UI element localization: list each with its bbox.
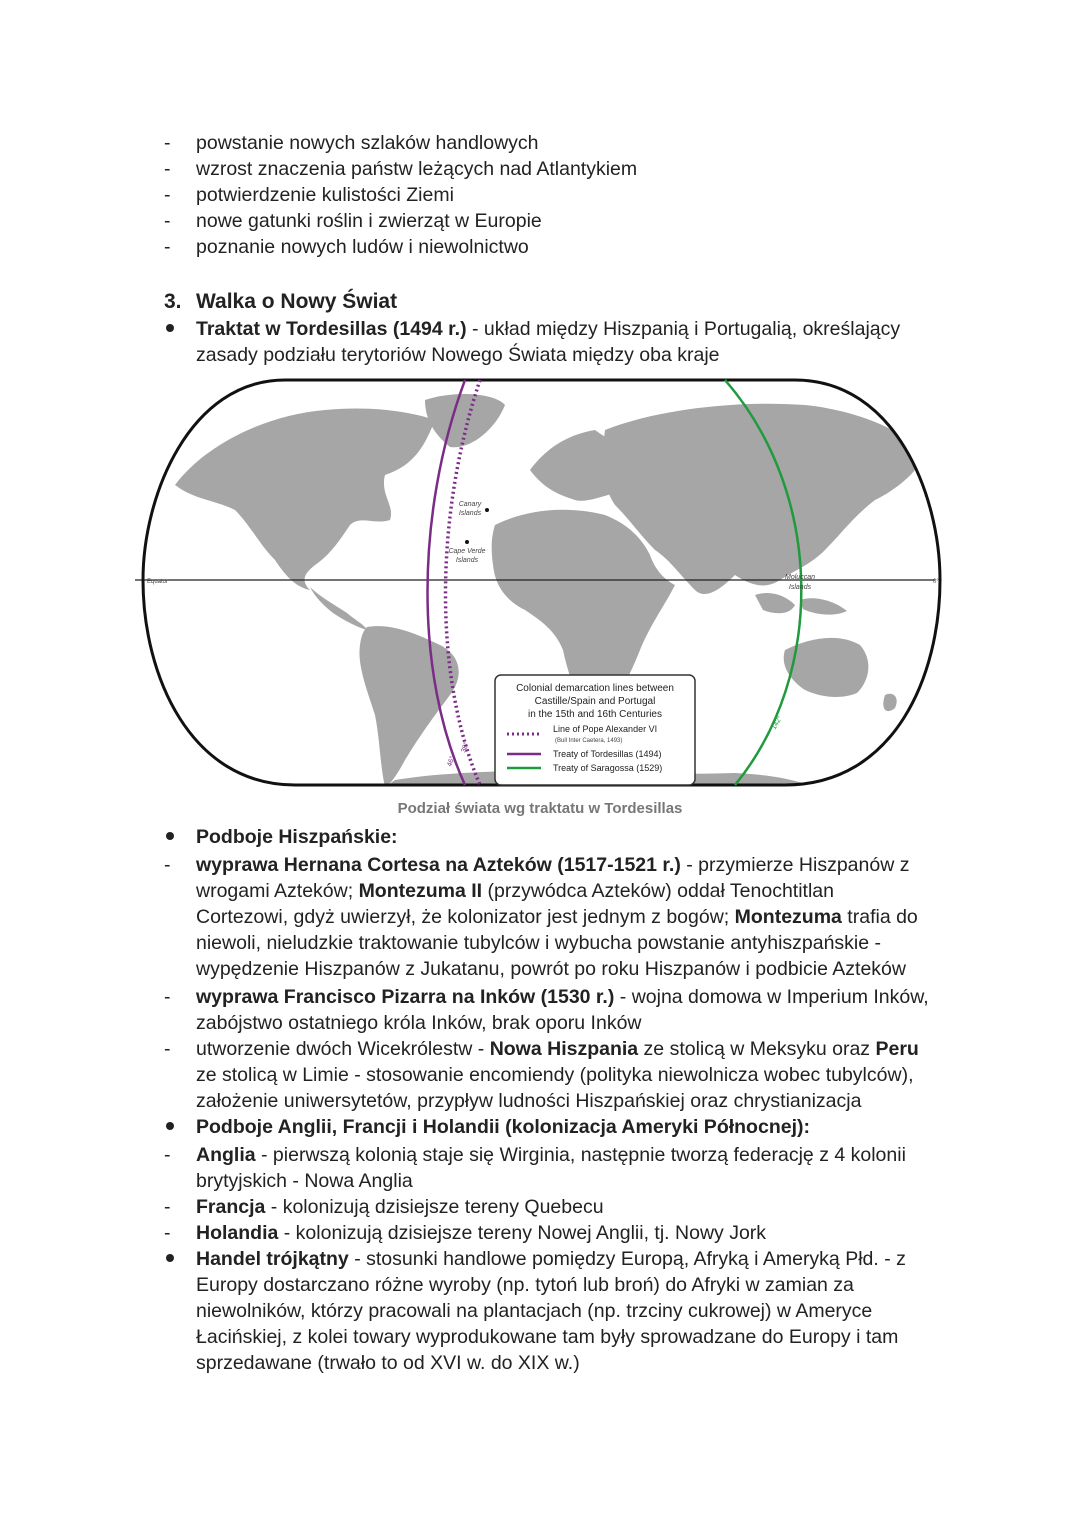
- legend-label-pope: Line of Pope Alexander VI: [553, 724, 658, 734]
- cortes-line-4: niewoli, nieludzkie traktowanie tubylców i wybucha powstanie antyhiszpańskie -: [196, 932, 882, 954]
- cortes-line-2: [196, 878, 834, 904]
- anglia-line-2: brytyjskich - Nowa Anglia: [196, 1170, 413, 1192]
- list-item: powstanie nowych szlaków handlowych: [196, 132, 539, 154]
- nowa-hiszpania-bold: Nowa Hiszpania: [489, 1038, 639, 1060]
- cortes-text: (przywódca Azteków) oddał Tenochtitlan: [482, 880, 834, 902]
- cape-verde-marker: [465, 540, 469, 544]
- viceroy-line-1: [196, 1036, 919, 1062]
- list-item: nowe gatunki roślin i zwierząt w Europie: [196, 210, 542, 232]
- viceroy-text: utworzenie dwóch Wicekrólestw -: [196, 1038, 490, 1060]
- dash-marker: -: [164, 986, 171, 1008]
- list-item: potwierdzenie kulistości Ziemi: [196, 184, 454, 206]
- trade-line-3: niewolników, którzy pracowali na plantacjach (np. trzciny cukrowej) w Ameryce: [196, 1300, 873, 1322]
- tordesillas-text: - układ między Hiszpanią i Portugalią, określający: [466, 318, 901, 340]
- cortes-line-1: [196, 852, 909, 878]
- section-title: Walka o Nowy Świat: [196, 290, 398, 313]
- list-item: wzrost znaczenia państw leżących nad Atlantykiem: [196, 158, 638, 180]
- holandia-line: [196, 1220, 766, 1246]
- equator-label: Equator: [147, 579, 169, 585]
- list-item: poznanie nowych ludów i niewolnictwo: [196, 236, 529, 258]
- montezuma-bold: Montezuma: [734, 906, 842, 928]
- cape-verde-label-2: Islands: [455, 557, 479, 564]
- bullet-dot: [166, 324, 174, 332]
- cortes-text: wrogami Azteków;: [196, 880, 359, 902]
- holandia-text: - kolonizują dzisiejsze tereny Nowej Anglii, tj. Nowy Jork: [278, 1222, 767, 1244]
- trade-line-4: Łacińskiej, z kolei towary wyprodukowane tam były sprowadzane do Europy i tam: [196, 1326, 899, 1348]
- viceroy-text: ze stolicą w Meksyku oraz: [638, 1038, 876, 1060]
- anglia-bold: Anglia: [196, 1144, 256, 1166]
- cortes-bold: wyprawa Hernana Cortesa na Azteków (1517-1521 r.): [196, 854, 681, 876]
- degree-142-label: 142°: [770, 714, 784, 731]
- canary-label-1: Canary: [458, 501, 482, 508]
- north-heading: Podboje Anglii, Francji i Holandii (kolonizacja Ameryki Północnej):: [196, 1116, 810, 1138]
- francja-text: - kolonizują dzisiejsze tereny Quebecu: [265, 1196, 604, 1218]
- cortes-line-5: wypędzenie Hiszpanów z Jukatanu, powrót po roku Hiszpanów i podbicie Azteków: [196, 958, 906, 980]
- pizarro-line-2: zabójstwo ostatniego króla Inków, brak oporu Inków: [196, 1012, 642, 1034]
- trade-bold: Handel trójkątny: [196, 1248, 349, 1270]
- moluccan-label-1: Moluccan: [785, 574, 815, 581]
- dash-marker: -: [164, 236, 171, 258]
- tordesillas-line-1: [196, 316, 900, 342]
- montezuma-bold: Montezuma II: [358, 880, 483, 902]
- francja-line: [196, 1194, 604, 1220]
- cortes-line-3: [196, 904, 918, 930]
- peru-bold: Peru: [875, 1038, 919, 1060]
- legend-title-3: in the 15th and 16th Centuries: [528, 709, 662, 720]
- anglia-text: - pierwszą kolonią staje się Wirginia, następnie tworzą federację z 4 kolonii: [255, 1144, 906, 1166]
- legend-label-saragossa: Treaty of Saragossa (1529): [553, 763, 663, 773]
- dash-marker: -: [164, 854, 171, 876]
- dash-marker: -: [164, 132, 171, 154]
- dash-marker: -: [164, 1196, 171, 1218]
- dash-marker: -: [164, 184, 171, 206]
- canary-islands-marker: [485, 508, 489, 512]
- dash-marker: -: [164, 210, 171, 232]
- dash-marker: -: [164, 158, 171, 180]
- legend-label-tordesillas: Treaty of Tordesillas (1494): [553, 749, 662, 759]
- trade-line-5: sprzedawane (trwało to od XVI w. do XIX w.): [196, 1352, 580, 1374]
- tordesillas-line-2: zasady podziału terytoriów Nowego Świata między oba kraje: [196, 344, 720, 366]
- trade-text: - stosunki handlowe pomiędzy Europą, Afryką i Ameryką Płd. - z: [348, 1248, 906, 1270]
- bullet-dot: [166, 1254, 174, 1262]
- map-legend: [495, 675, 695, 785]
- dash-marker: -: [164, 1038, 171, 1060]
- holandia-bold: Holandia: [196, 1222, 279, 1244]
- tordesillas-bold: Traktat w Tordesillas (1494 r.): [196, 318, 467, 340]
- moluccan-label-2: Islands: [788, 584, 812, 591]
- map-caption: Podział świata wg traktatu w Tordesillas: [397, 800, 683, 817]
- zero-degree-label: 0°: [933, 579, 939, 585]
- legend-sub-pope: (Bull Inter Caetera, 1493): [555, 738, 623, 744]
- dash-marker: -: [164, 1144, 171, 1166]
- pizarro-line-1: [196, 984, 929, 1010]
- cortes-text: Cortezowi, gdyż uwierzył, że kolonizator jest jednym z bogów;: [196, 906, 735, 928]
- pizarro-text: - wojna domowa w Imperium Inków,: [614, 986, 929, 1008]
- cape-verde-label-1: Cape Verde: [448, 548, 486, 555]
- degree-46-label: 46°: [446, 755, 457, 768]
- legend-title-2: Castille/Spain and Portugal: [534, 696, 656, 707]
- bullet-dot: [166, 1122, 174, 1130]
- trade-line-2: Europy dostarczano różne wyroby (np. tytoń lub broń) do Afryki w zamian za: [196, 1274, 854, 1296]
- legend-title-1: Colonial demarcation lines between: [516, 683, 674, 694]
- world-map: [135, 375, 945, 795]
- viceroy-line-2: ze stolicą w Limie - stosowanie encomiendy (polityka niewolnicza wobec tubylców),: [196, 1064, 914, 1086]
- francja-bold: Francja: [196, 1196, 266, 1218]
- cortes-text: trafia do: [841, 906, 918, 928]
- section-number: 3.: [164, 290, 182, 313]
- pizarro-bold: wyprawa Francisco Pizarra na Inków (1530 r.): [196, 986, 615, 1008]
- anglia-line-1: [196, 1142, 906, 1168]
- bullet-dot: [166, 832, 174, 840]
- cortes-text: - przymierze Hiszpanów z: [680, 854, 910, 876]
- dash-marker: -: [164, 1222, 171, 1244]
- degree-38-label: 38°: [460, 741, 471, 754]
- canary-label-2: Islands: [458, 510, 482, 517]
- viceroy-line-3: założenie uniwersytetów, przypływ ludności Hiszpańskiej oraz chrystianizacja: [196, 1090, 862, 1112]
- spain-heading: Podboje Hiszpańskie:: [196, 826, 398, 848]
- trade-line-1: [196, 1246, 906, 1272]
